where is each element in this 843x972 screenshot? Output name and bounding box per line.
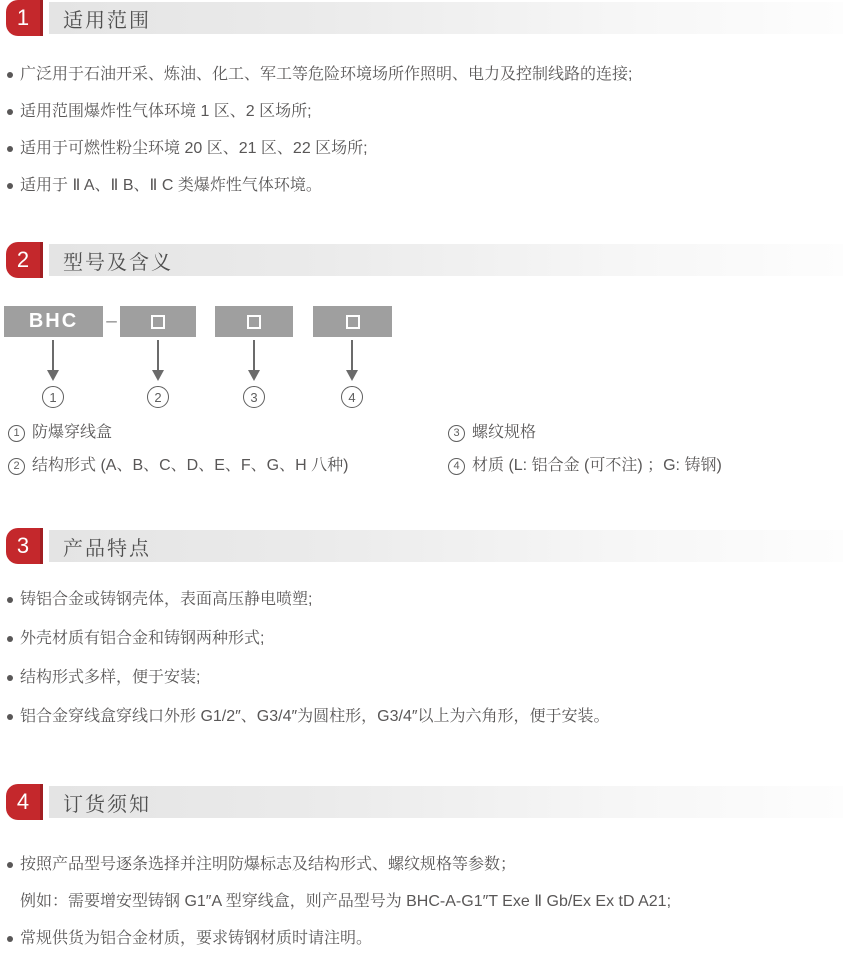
circled-number-3: 3 <box>243 386 265 408</box>
legend-item-1 <box>8 422 112 444</box>
section-4-number-badge: 4 <box>6 784 43 820</box>
model-separator: – <box>106 310 117 332</box>
legend-item-3 <box>448 422 536 444</box>
list-item <box>0 138 843 160</box>
circled-number-3: 3 <box>448 425 465 442</box>
model-prefix-label: BHC <box>28 310 79 332</box>
legend-text: 螺纹规格 <box>472 424 537 441</box>
circled-number-1: 1 <box>8 425 25 442</box>
section-2-title-bar <box>49 244 843 276</box>
section-1-title: 适用范围 <box>63 9 151 32</box>
bullet-dot-icon <box>7 636 13 642</box>
section-4-list <box>0 854 843 950</box>
section-2-number-badge: 2 <box>6 242 43 278</box>
model-box-3 <box>215 306 293 337</box>
circled-number-1: 1 <box>42 386 64 408</box>
bullet-text: 常规供货为铝合金材质，要求铸钢材质时请注明。 <box>20 930 373 947</box>
legend-text: 结构形式 (A、B、C、D、E、F、G、H 八种) <box>32 457 349 474</box>
down-arrow-icon <box>152 340 164 381</box>
section-4-header <box>0 784 843 820</box>
bullet-text: 按照产品型号逐条选择并注明防爆标志及结构形式、螺纹规格等参数； <box>20 856 517 873</box>
section-4-title-bar <box>49 786 843 818</box>
list-item-example <box>0 891 843 913</box>
bullet-dot-icon <box>7 862 13 868</box>
down-arrow-icon <box>248 340 260 381</box>
section-3-header <box>0 528 843 564</box>
bullet-text: 适用于可燃性粉尘环境 20 区、21 区、22 区场所; <box>20 140 368 157</box>
list-item <box>0 628 843 650</box>
model-code-diagram <box>0 278 843 478</box>
placeholder-square-icon <box>247 315 261 329</box>
section-1-number-badge: 1 <box>6 0 43 36</box>
section-4-title: 订货须知 <box>63 793 151 816</box>
list-item <box>0 928 843 950</box>
section-2-title: 型号及含义 <box>63 251 173 274</box>
list-item <box>0 64 843 86</box>
legend-item-4 <box>448 455 722 477</box>
model-box-prefix <box>4 306 103 337</box>
section-3-title: 产品特点 <box>63 537 151 560</box>
bullet-text: 适用范围爆炸性气体环境 1 区、2 区场所; <box>20 103 312 120</box>
bullet-text: 结构形式多样，便于安装; <box>20 669 201 686</box>
list-item <box>0 706 843 728</box>
list-item <box>0 667 843 689</box>
bullet-dot-icon <box>7 597 13 603</box>
section-3-bullet-list <box>0 589 843 728</box>
list-item <box>0 589 843 611</box>
section-3-title-bar <box>49 530 843 562</box>
section-1-header <box>0 0 843 36</box>
section-1-bullet-list <box>0 64 843 197</box>
placeholder-square-icon <box>151 315 165 329</box>
bullet-dot-icon <box>7 72 13 78</box>
bullet-text: 铝合金穿线盒穿线口外形 G1/2″、G3/4″为圆柱形，G3/4″以上为六角形，便于安装。 <box>20 708 610 725</box>
bullet-text: 广泛用于石油开采、炼油、化工、军工等危险环境场所作照明、电力及控制线路的连接; <box>20 66 633 83</box>
down-arrow-icon <box>346 340 358 381</box>
section-3-number-badge: 3 <box>6 528 43 564</box>
list-item <box>0 101 843 123</box>
down-arrow-icon <box>47 340 59 381</box>
bullet-dot-icon <box>7 109 13 115</box>
legend-text: 防爆穿线盒 <box>32 424 113 441</box>
bullet-text: 铸铝合金或铸钢壳体，表面高压静电喷塑; <box>20 591 313 608</box>
bullet-dot-icon <box>7 714 13 720</box>
model-box-4 <box>313 306 392 337</box>
model-box-2 <box>120 306 196 337</box>
circled-number-4: 4 <box>341 386 363 408</box>
placeholder-square-icon <box>346 315 360 329</box>
legend-text: 材质 (L: 铝合金 (可不注) ；G: 铸钢) <box>472 457 722 474</box>
circled-number-2: 2 <box>147 386 169 408</box>
bullet-dot-icon <box>7 675 13 681</box>
example-text: 例如：需要增安型铸钢 G1″A 型穿线盒，则产品型号为 BHC-A-G1″T Exe Ⅱ Gb/Ex Ex tD A21; <box>20 893 672 910</box>
legend-item-2 <box>8 455 348 477</box>
bullet-text: 外壳材质有铝合金和铸钢两种形式; <box>20 630 265 647</box>
bullet-dot-icon <box>7 936 13 942</box>
list-item <box>0 175 843 197</box>
section-2-header <box>0 242 843 278</box>
circled-number-4: 4 <box>448 458 465 475</box>
section-1-title-bar <box>49 2 843 34</box>
bullet-text: 适用于 Ⅱ A、Ⅱ B、Ⅱ C 类爆炸性气体环境。 <box>20 177 322 194</box>
circled-number-2: 2 <box>8 458 25 475</box>
bullet-dot-icon <box>7 183 13 189</box>
bullet-dot-icon <box>7 146 13 152</box>
list-item <box>0 854 843 876</box>
